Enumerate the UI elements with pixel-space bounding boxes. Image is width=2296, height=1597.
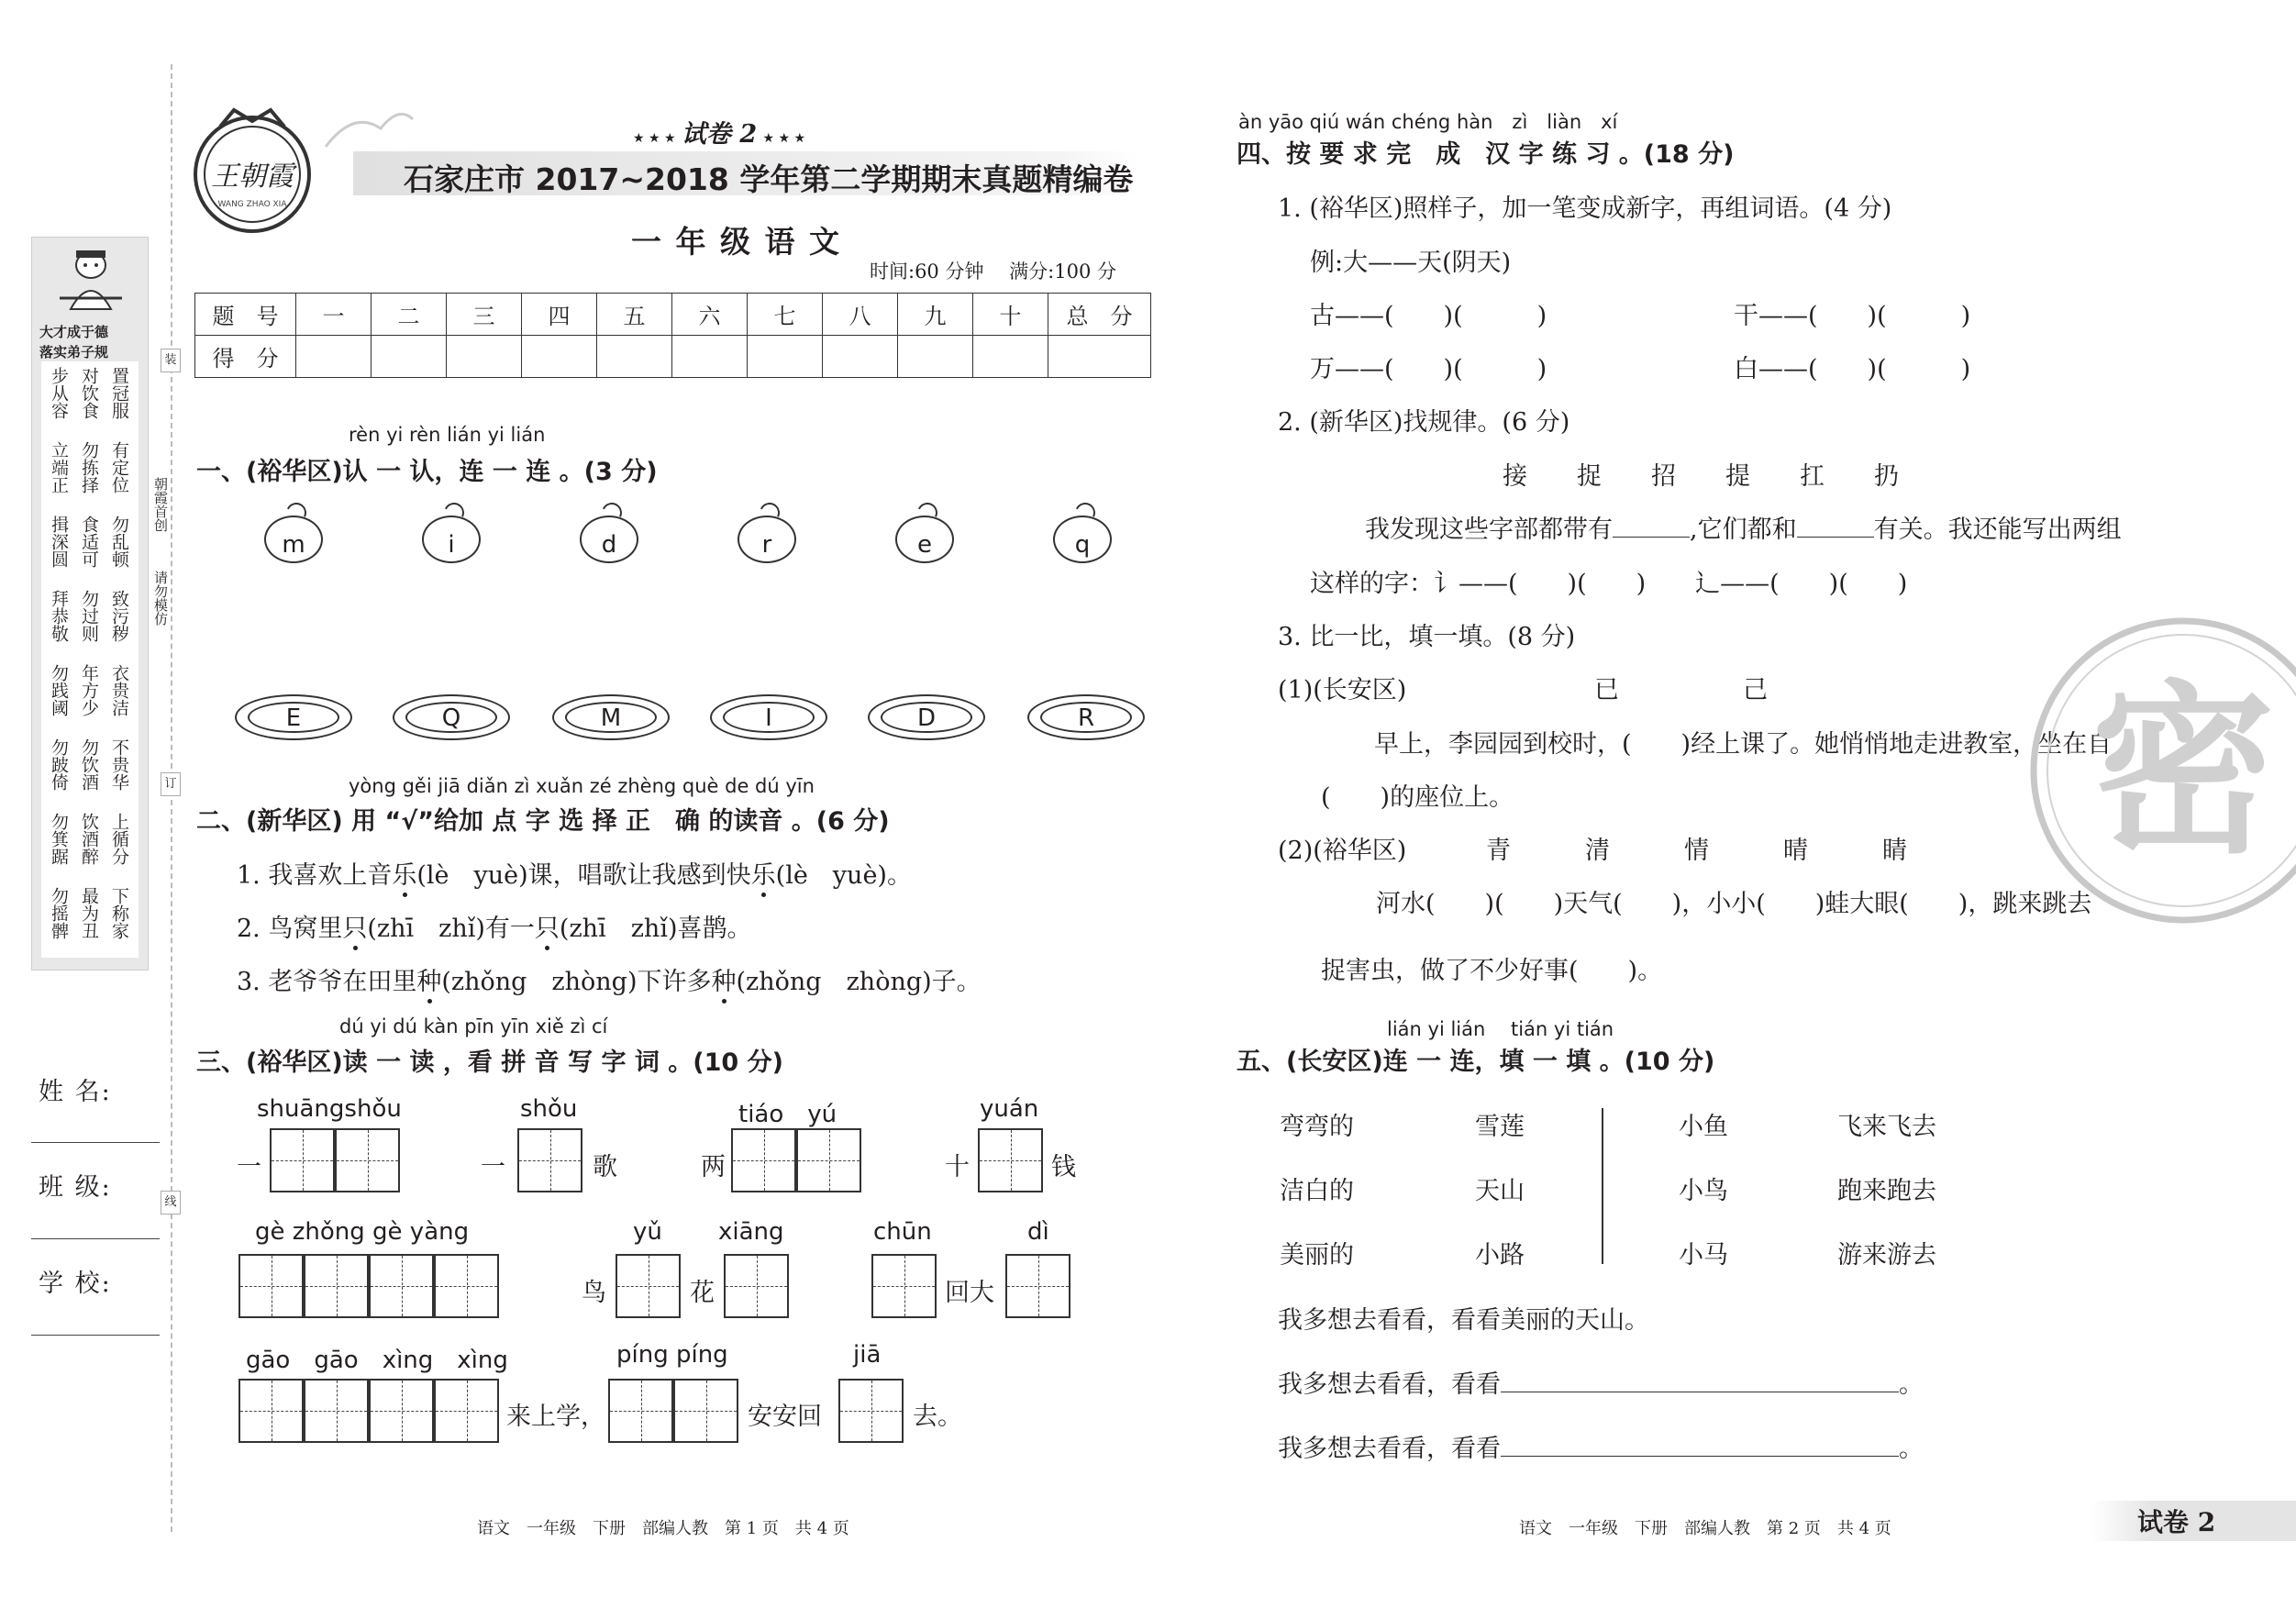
motto-column: 上循分 [109,813,129,865]
score-header-cell: 总 分 [1048,294,1151,336]
s3-w8: 回大 [945,1279,994,1307]
s3-w7: 花 [690,1279,715,1307]
score-header-cell: 题 号 [195,294,296,336]
score-row-label: 得 分 [195,336,296,378]
s4-q3-1: (1)(长安区) [1278,676,1407,704]
motto-column: 勿乱顿 [109,516,129,568]
score-cell[interactable] [372,336,447,378]
s5-right-b: 跑来跑去 [1837,1177,1936,1205]
answer-blank[interactable] [1501,1435,1899,1457]
footer-left: 语文 一年级 下册 部编人教 第 1 页 共 4 页 [477,1519,849,1538]
scholar-figure-icon [52,245,129,318]
plate-letter: R [1040,702,1132,733]
writing-box[interactable] [838,1379,904,1443]
writing-box[interactable] [796,1128,861,1192]
plate[interactable] [868,694,985,740]
footer-right: 语文 一年级 下册 部编人教 第 2 页 共 4 页 [1519,1519,1891,1538]
s5-pinyin: lián yi lián tián yi tián [1387,1018,1614,1040]
s3-pinyin: dú yi dú kàn pīn yīn xiě zì cí [339,1015,608,1037]
motto-sidebar [31,237,149,970]
score-cell[interactable] [1048,336,1151,378]
motto-column: 有定位 [109,441,129,494]
s3-w6: 鸟 [582,1279,606,1307]
s4-q3-1-text2: ( )的座位上。 [1321,783,1514,812]
s2-q1: 1. 我喜欢上音乐(lè yuè)课，唱歌让我感到快乐(lè yuè)。 [237,861,912,890]
name-label: 姓 名: [39,1078,112,1106]
motto-column: 不贵华 [109,738,129,791]
writing-box[interactable] [1005,1254,1070,1318]
s3-w11: 安安回 [748,1403,822,1431]
writing-box[interactable] [608,1379,673,1443]
writing-box[interactable] [270,1128,335,1192]
notice-line-1: 朝霞首创 [152,477,169,532]
s5-s3: 我多想去看看，看看 。 [1278,1435,1924,1463]
s5-left-a: 弯弯的 [1280,1113,1354,1141]
writing-box[interactable] [335,1128,400,1192]
paper-tag-text: 试卷 2 [681,120,758,149]
score-header-cell: 五 [597,294,672,336]
school-field[interactable] [31,1335,160,1336]
motto-column: 勿跛倚 [49,738,69,791]
score-header-cell: 八 [823,294,898,336]
logo-text: 王朝霞 [211,161,294,193]
motto-column: 勿饮酒 [79,738,99,791]
plate[interactable] [235,694,352,740]
s3-title: 三、(裕华区)读 一 读 ，看 拼 音 写 字 词 。(10 分) [196,1048,783,1077]
s4-rule2: 这样的字：讠——( )( ) 辶——( )( ) [1310,570,1908,598]
plate-letter: M [565,702,657,733]
motto-column: 对饮食 [79,367,99,419]
writing-box[interactable] [369,1254,434,1318]
s4-q3-2-chars: 青 清 情 晴 睛 [1486,837,1907,865]
s3-w10: 来上学， [506,1403,605,1431]
motto-column: 饮酒醉 [79,813,99,865]
class-label: 班 级: [39,1173,112,1202]
brand-logo-icon [183,101,321,238]
s5-left-a: 洁白的 [1280,1177,1354,1205]
s5-title: 五、(长安区)连 一 连，填 一 填 。(10 分) [1237,1048,1715,1076]
s4-q3-2-text2: 捉害虫，做了不少好事( )。 [1321,957,1663,985]
s4-q2: 2. (新华区)找规律。(6 分) [1278,408,1570,437]
apple-letter[interactable]: i [422,516,481,563]
writing-box[interactable] [724,1254,789,1318]
s2-q3: 3. 老爷爷在田里种(zhǒng zhòng)下许多种(zhǒng zhòng)子。 [237,968,982,996]
s3-w1: 一 [237,1153,261,1181]
s4-chars: 接 捉 招 提 扛 扔 [1503,462,1899,491]
s3-p2: shǒu [520,1095,578,1123]
s4-title: 四、按 要 求 完 成 汉 字 练 习 。(18 分) [1237,140,1735,169]
ribbon-decoration-icon [316,101,417,156]
s5-right-a: 小马 [1679,1241,1728,1270]
writing-box[interactable] [369,1379,434,1443]
writing-box[interactable] [673,1379,738,1443]
subject-title: 一 年 级 语 文 [631,224,841,260]
motto-column: 勿摇髀 [49,887,69,939]
s2-q2: 2. 鸟窝里只(zhī zhǐ)有一只(zhī zhǐ)喜鹊。 [237,915,752,943]
score-header-cell: 十 [973,294,1048,336]
s3-w2: 一 [481,1153,505,1181]
score-cell[interactable] [597,336,672,378]
s3-w12: 去。 [913,1403,962,1431]
motto-column: 年方少 [79,664,99,716]
score-header-cell: 六 [672,294,748,336]
s2-pinyin: yòng gěi jiā diǎn zì xuǎn zé zhèng què de dú yīn [349,775,815,797]
s3-p11: píng píng [616,1341,728,1369]
s5-right-b: 飞来飞去 [1837,1113,1936,1141]
class-field[interactable] [31,1238,160,1239]
score-header-cell: 三 [447,294,522,336]
plate[interactable] [552,694,670,740]
cut-mark-1: 装 [161,349,181,372]
motto-columns [41,361,139,958]
motto-column: 勿践阈 [49,664,69,716]
score-cell[interactable] [522,336,597,378]
s4-q3-1-text1: 早上，李园园到校时，( )经上课了。她悄悄地走进教室，坐在自 [1374,730,2113,759]
score-cell[interactable] [823,336,898,378]
plate-letter: D [881,702,972,733]
apple-letter[interactable]: r [738,516,796,563]
s3-p9: dì [1027,1218,1049,1246]
cut-mark-3: 线 [161,1191,181,1214]
s3-w3: 两 [701,1153,726,1181]
motto-column: 步从容 [49,367,69,419]
motto-column: 勿箕踞 [49,813,69,865]
motto-line-1: 大才成于德 [39,324,109,340]
s4-r2a: 万——( )( ) [1310,355,1547,383]
s4-rule: 我发现这些字部都带有 ,它们都和 有关。我还能写出两组 [1365,516,2122,544]
plate-letter: E [248,702,339,733]
s5-left-b: 雪莲 [1475,1113,1525,1141]
s3-w2b: 歌 [593,1153,617,1181]
s5-right-a: 小鱼 [1679,1113,1728,1141]
dotted-char: 种 [416,968,442,996]
score-cell[interactable] [898,336,973,378]
score-header-cell: 四 [522,294,597,336]
score-table [194,293,1151,378]
s3-p3: tiáo yú [738,1101,837,1128]
motto-column: 下称家 [109,887,129,939]
writing-box[interactable] [238,1379,304,1443]
score-header-cell: 一 [296,294,372,336]
s4-pinyin: àn yāo qiú wán chéng hàn zì liàn xí [1238,111,1618,133]
fold-line [171,64,172,1532]
apple-letter[interactable]: q [1053,516,1112,563]
s3-p4: yuán [980,1095,1039,1123]
s4-r1b: 干——( )( ) [1734,302,1971,330]
cut-mark-2: 订 [161,772,181,796]
s4-q3-2-text1: 河水( )( )天气( )，小小( )蛙大眼( )，跳来跳去 [1376,890,2092,918]
s4-q3-1-chars: 已 己 [1594,676,1768,704]
motto-column: 勿拣择 [79,441,99,494]
motto-column: 衣贵洁 [109,664,129,716]
s3-p8: chūn [873,1218,932,1246]
writing-box[interactable] [517,1128,582,1192]
stars-left: ★ ★ ★ [633,131,676,146]
writing-box[interactable] [731,1128,796,1192]
s5-left-b: 天山 [1475,1177,1525,1205]
s3-p6: yǔ [633,1218,662,1246]
motto-column: 揖深圆 [49,516,69,568]
divider [1602,1108,1603,1264]
stars-right: ★ ★ ★ [762,131,806,146]
writing-box[interactable] [434,1379,499,1443]
writing-box[interactable] [978,1128,1043,1192]
time-info: 时间:60 分钟 满分:100 分 [870,261,1116,283]
s5-left-a: 美丽的 [1280,1241,1354,1270]
notice-line-2: 请勿模仿 [152,571,169,626]
plate-letter: I [723,702,815,733]
s3-w4: 十 [945,1153,970,1181]
writing-box[interactable] [238,1254,304,1318]
dotted-char: 只 [534,915,560,943]
writing-box[interactable] [434,1254,499,1318]
stamp-char: 密 [2091,665,2276,879]
s2-title: 二、(新华区) 用 “√”给加 点 字 选 择 正 确 的读音 。(6 分) [196,807,890,836]
s1-pinyin: rèn yi rèn lián yi lián [349,424,546,446]
plate[interactable] [393,694,510,740]
paper-tag [633,114,805,150]
apple-letter[interactable]: d [580,516,638,563]
writing-box[interactable] [304,1254,369,1318]
score-table-header-row [195,294,1151,336]
score-cell[interactable] [672,336,748,378]
s5-left-b: 小路 [1475,1241,1525,1270]
s3-p1: shuāngshǒu [257,1095,402,1123]
apple-letter[interactable]: e [895,516,954,563]
score-header-cell: 二 [372,294,447,336]
dotted-char: 乐 [750,861,776,890]
motto-column: 拜恭敬 [49,590,69,642]
motto-column: 食适可 [79,516,99,568]
s5-right-a: 小鸟 [1679,1177,1728,1205]
school-label: 学 校: [39,1270,112,1298]
score-header-cell: 九 [898,294,973,336]
s3-p10: gāo gāo xìng xìng [246,1347,508,1374]
logo-sub: WANG ZHAO XIA [217,200,287,209]
s3-p12: jiā [853,1341,882,1369]
s3-p5: gè zhǒng gè yàng [255,1218,470,1246]
s5-s1: 我多想去看看，看看美丽的天山。 [1278,1306,1649,1335]
plate[interactable] [710,694,827,740]
plate-letter: Q [405,702,497,733]
s3-w4b: 钱 [1051,1153,1076,1181]
s5-s2: 我多想去看看，看看 。 [1278,1370,1924,1399]
s4-r2b: 白——( )( ) [1734,355,1971,383]
s4-q3: 3. 比一比，填一填。(8 分) [1278,623,1576,651]
motto-line-2: 落实弟子规 [39,344,109,360]
motto-column: 立端正 [49,441,69,494]
s4-q1: 1. (裕华区)照样子，加一笔变成新字，再组词语。(4 分) [1278,194,1892,223]
s1-title: 一、(裕华区)认 一 认，连 一 连 。(3 分) [196,458,658,486]
s5-right-b: 游来游去 [1837,1241,1936,1270]
dotted-char: 种 [711,968,737,996]
s3-p7: xiāng [718,1218,784,1246]
writing-box[interactable] [871,1254,937,1318]
blank[interactable] [1613,516,1690,538]
dotted-char: 乐 [392,861,417,890]
footer-tag: 试卷 2 [2137,1507,2216,1537]
motto-column: 最为丑 [79,887,99,939]
score-cell[interactable] [296,336,372,378]
plate[interactable] [1027,694,1145,740]
motto-column: 勿过则 [79,590,99,642]
motto-column: 置冠服 [109,367,129,419]
writing-box[interactable] [304,1379,369,1443]
score-cell[interactable] [748,336,823,378]
answer-blank[interactable] [1501,1370,1899,1392]
score-header-cell: 七 [748,294,823,336]
paper-title: 石家庄市 2017~2018 学年第二学期期末真题精编卷 [404,161,1134,197]
score-table-score-row [195,336,1151,378]
s4-q3-2: (2)(裕华区) [1278,837,1407,865]
score-cell[interactable] [447,336,522,378]
s4-example: 例:大——天(阴天) [1310,249,1512,277]
writing-box[interactable] [616,1254,681,1318]
secret-stamp-icon [2023,615,2296,926]
s4-r1a: 古——( )( ) [1310,302,1547,330]
apple-letter[interactable]: m [264,516,323,563]
motto-column: 致污秽 [109,590,129,642]
dotted-char: 只 [342,915,368,943]
name-field[interactable] [31,1142,160,1143]
blank[interactable] [1797,516,1874,538]
score-cell[interactable] [973,336,1048,378]
